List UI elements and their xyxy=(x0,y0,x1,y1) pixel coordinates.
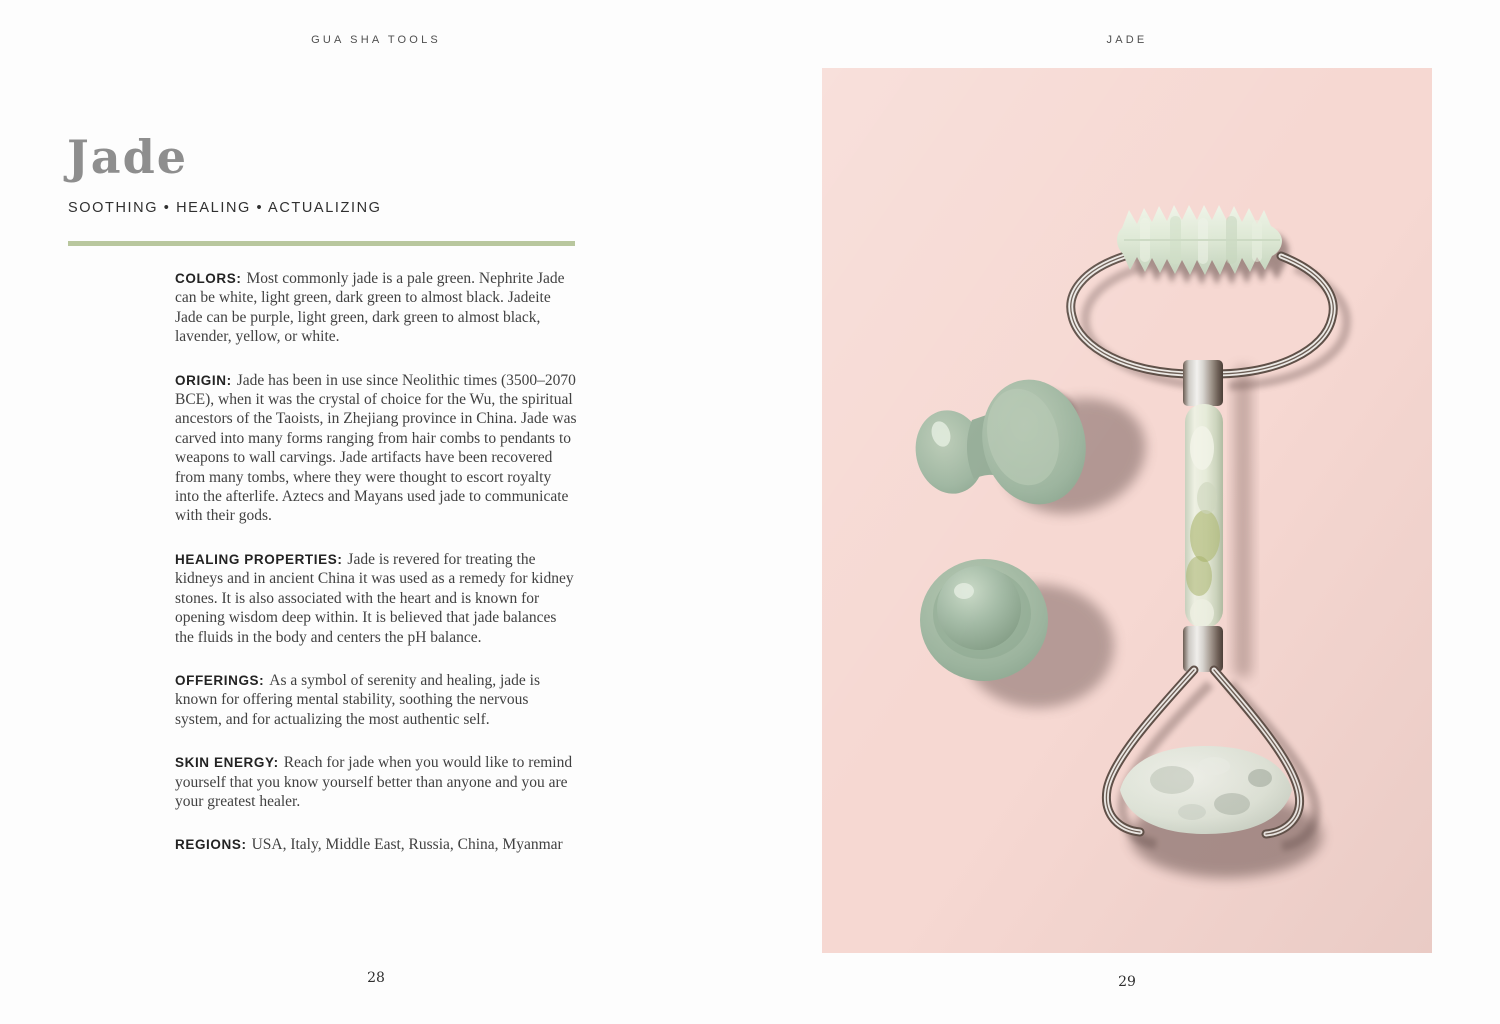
section-label: ORIGIN: xyxy=(175,372,232,388)
section-label: HEALING PROPERTIES: xyxy=(175,551,343,567)
section-text: Reach for jade when you would like to remind yourself that you know yourself better than anyone and you are your greatest healer. xyxy=(175,754,573,810)
section-label: REGIONS: xyxy=(175,837,247,853)
section-label: COLORS: xyxy=(175,271,242,286)
jade-tools-photo xyxy=(822,68,1432,953)
info-paragraph-regions xyxy=(175,835,577,854)
info-paragraph-origin xyxy=(175,371,577,526)
page-title: Jade xyxy=(67,130,189,184)
section-label: SKIN ENERGY: xyxy=(175,755,279,771)
running-head-right: JADE xyxy=(1106,34,1148,46)
page-number-right: 29 xyxy=(1118,974,1136,990)
accent-rule xyxy=(68,241,575,246)
section-text: Jade is revered for treating the kidneys and in ancient China it was used as a remedy for kidney stones. It is also associated with the heart and is known for opening wisdom deep within. It is believed that jade balances the fluids in the body and centers the pH balance. xyxy=(175,550,574,646)
body-copy xyxy=(175,269,577,855)
running-head-left: GUA SHA TOOLS xyxy=(311,34,441,46)
section-text: As a symbol of serenity and healing, jade is known for offering mental stability, soothing the nervous system, and for actualizing the most authentic self. xyxy=(175,671,541,728)
info-paragraph-healing-properties xyxy=(175,550,577,647)
section-text: USA, Italy, Middle East, Russia, China, Myanmar xyxy=(251,836,563,854)
section-text: Jade has been in use since Neolithic times (3500–2070 BCE), when it was the crystal of choice for the Wu, the spiritual ancestors of the Taoists, in Zhejiang province in China. Jade was carved into many forms ranging from hair combs to pendants to weapons to wall carvings. Jade artifacts have been recovered from many tombs, where they were thought to escort royalty into the afterlife. Aztecs and Mayans used jade to communicate with their gods. xyxy=(175,371,577,525)
info-paragraph-offerings xyxy=(175,671,577,729)
page-number-left: 28 xyxy=(367,970,385,986)
section-label: OFFERINGS: xyxy=(175,672,265,688)
page-subtitle: SOOTHING • HEALING • ACTUALIZING xyxy=(68,200,382,216)
info-paragraph-colors xyxy=(175,269,577,347)
section-text: Most commonly jade is a pale green. Nephrite Jade can be white, light green, dark green to almost black. Jadeite Jade can be purple, light green, dark green to almost black, lavender, yellow, or white. xyxy=(175,270,565,346)
photo-vignette-shade xyxy=(822,68,1432,953)
info-paragraph-skin-energy xyxy=(175,753,577,811)
